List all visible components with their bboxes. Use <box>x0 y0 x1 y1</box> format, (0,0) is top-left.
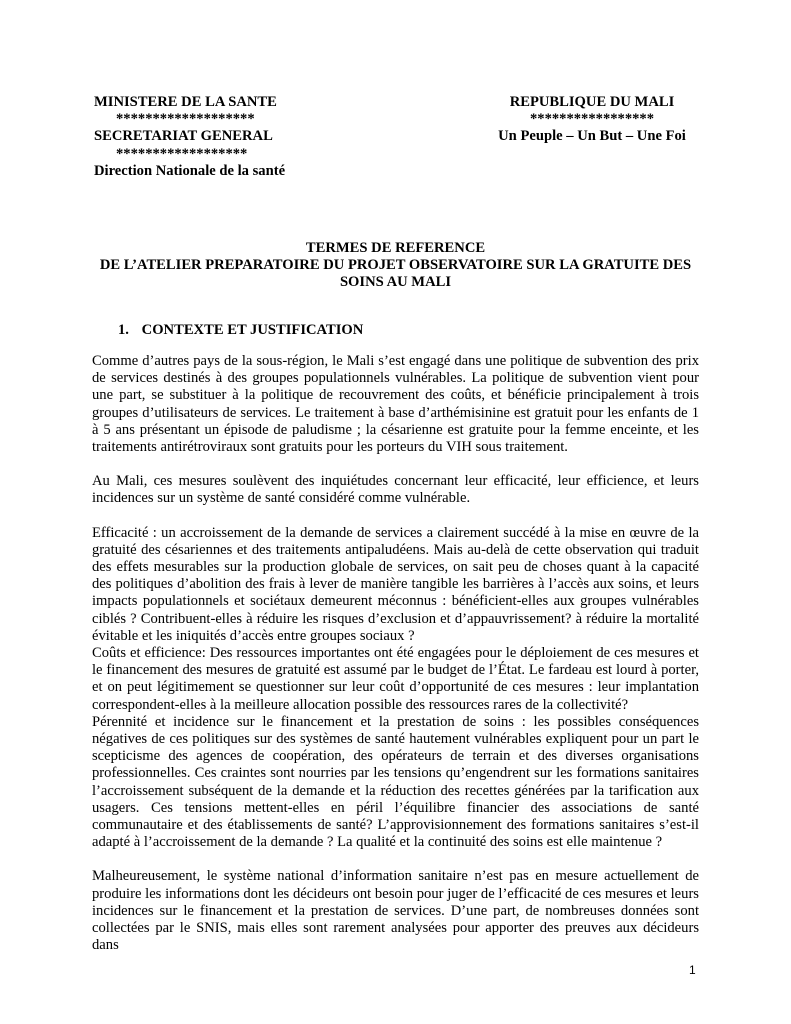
direction-name: Direction Nationale de la santé <box>94 162 286 179</box>
document-title <box>94 240 697 292</box>
paragraph-couts: Coûts et efficience: Des ressources importantes ont été engagées pour le déploiement de ces mesures et le financement des mesures de gratuité est assumé par le budget de l’État. Le fardeau est lourd à porter, et on peut légitimement se questionner sur leur coût d’opportunité de ces mesures : leur implantation correspondent-elles à la meilleure allocation possible des ressources rares de la collectivité? <box>92 645 699 713</box>
separator-stars-2: ****************** <box>116 145 248 162</box>
paragraph-malheureusement: Malheureusement, le système national d’information sanitaire n’est pas en mesure actuellement de produire les informations dont les décideurs ont besoin pour juger de l’efficacité de ces mesures et leurs incidences sur le financement et la prestation de services. D’une part, de nombreuses données sont collectées par le SNIS, mais elles sont rarement analysées pour apporter des preuves aux décideurs dans <box>92 868 699 954</box>
header-left-block <box>94 94 394 180</box>
ministry-name: MINISTERE DE LA SANTE <box>94 94 277 110</box>
section-heading <box>118 322 363 339</box>
paragraph-perennite: Pérennité et incidence sur le financement et la prestation de soins : les possibles conséquences négatives de ces politiques sur des systèmes de santé hautement vulnérables expliquent pour un part le scepticisme des agences de coopération, des opérateurs de terrain et des diverses organisations professionnelles. Ces craintes sont nourries par les tensions qu’engendrent sur les formations sanitaires l’accroissement subséquent de la demande et la réduction des recettes générées par la tarification aux usagers. Ces tensions mettent-elles en péril l’équilibre financier des associations de santé communautaire et des établissements de santé? L’approvisionnement des formations sanitaires s’est-il adapté à l’accroissement de la demande ? La qualité et la continuité des soins est elle maintenue ? <box>92 713 699 851</box>
separator-stars-right: ***************** <box>529 111 655 128</box>
section-title: CONTEXTE ET JUSTIFICATION <box>141 322 364 338</box>
republic-name: REPUBLIQUE DU MALI <box>509 94 675 110</box>
paragraph-context: Comme d’autres pays de la sous-région, le Mali s’est engagé dans une politique de subvention des prix de services destinés à des groupes populationnels vulnérables. La politique de subvention vient pour une part, se substituer à la politique de recouvrement des coûts, et bénéficie principalement à trois groupes d’utilisateurs de services. Le traitement à base d’arthémisinine est gratuit pour les enfants de 1 à 5 ans présentant un épisode de paludisme ; la césarienne est gratuite pour la femme enceinte, et les traitements antirétroviraux sont gratuits pour les porteurs du VIH sous traitement. <box>92 353 699 456</box>
paragraph-concerns: Au Mali, ces mesures soulèvent des inquiétudes concernant leur efficacité, leur efficience, et leurs incidences sur un système de santé considéré comme vulnérable. <box>92 473 699 507</box>
section-number: 1. <box>118 322 129 338</box>
page-number: 1 <box>689 963 696 977</box>
separator-stars-1: ******************* <box>116 111 255 128</box>
secretariat-name: SECRETARIAT GENERAL <box>94 128 273 145</box>
body-text <box>92 353 699 955</box>
title-line-3: SOINS AU MALI <box>339 274 452 291</box>
national-motto: Un Peuple – Un But – Une Foi <box>498 128 686 145</box>
header-right-block <box>482 94 702 146</box>
title-line-1: TERMES DE REFERENCE <box>305 240 486 256</box>
paragraph-efficacite: Efficacité : un accroissement de la demande de services a clairement succédé à la mise en œuvre de la gratuité des césariennes et des traitements antipaludéens. Mais au-delà de cette observation qui traduit des effets mesurables sur la production globale de services, on sait peu de choses quant à la capacité des politiques d’abolition des frais à lever de manière tangible les barrières à l’accès aux soins, et leurs impacts populationnels et sociétaux demeurent méconnus : bénéficient-elles aux groupes vulnérables ciblés ? Contribuent-elles à réduire les risques d’exclusion et d’appauvrissement? à réduire la mortalité évitable et les iniquités d’accès entre groupes sociaux ? <box>92 524 699 644</box>
title-line-2: DE L’ATELIER PREPARATOIRE DU PROJET OBSERVATOIRE SUR LA GRATUITE DES <box>99 257 692 274</box>
